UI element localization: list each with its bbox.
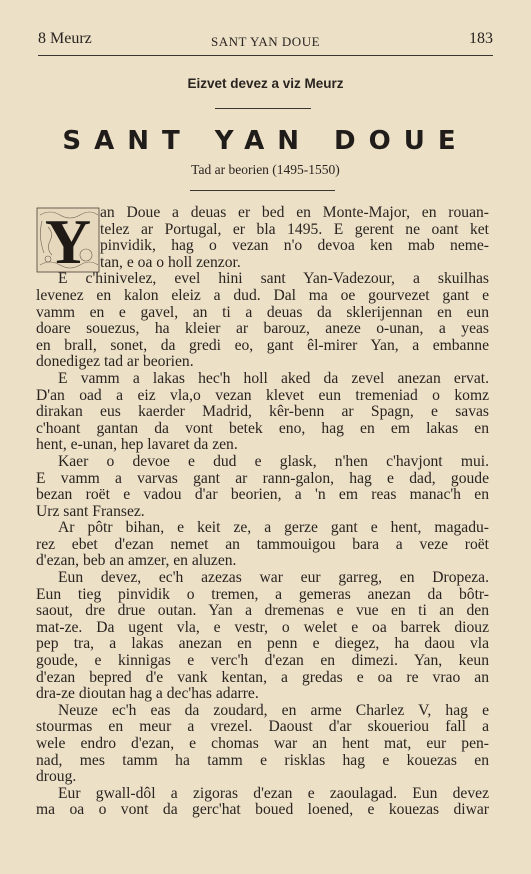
text-line: Eur gwall-dôl a zigoras d'ezan e zaoulagad. Eun devez xyxy=(58,784,489,802)
subtitle-rule xyxy=(190,190,335,191)
text-line: tan, e oa o holl zenzor. xyxy=(100,253,241,271)
running-head-date: 8 Meurz xyxy=(38,30,92,47)
text-line: E vamm a varvas gant ar rann-galon, hag e dad, goude xyxy=(36,469,489,487)
text-line: stourmas en meur a vrezel. Daoust d'ar skoueriou fall a xyxy=(36,718,489,736)
running-head-title: SANT YAN DOUE xyxy=(210,34,321,49)
text-line: E vamm a lakas hec'h holl aked da zevel anezan ervat. xyxy=(58,369,489,387)
dateline-rule xyxy=(215,108,311,109)
text-line: c'hoant gantan da vont betek eno, hag en em lakas en xyxy=(36,419,489,437)
dateline: Eizvet devez a viz Meurz xyxy=(187,76,344,91)
text-line: Eun tieg pinvidik o tremen, a gemeras anezan da bôtr- xyxy=(36,585,489,603)
body-text xyxy=(36,205,489,819)
text-line: an Doue a deuas er bed en Monte-Major, en rouan- xyxy=(100,204,489,221)
page-subtitle: Tad ar beorien (1495-1550) xyxy=(191,162,340,177)
text-line: levenez en kalon eleiz a dud. Dal ma oe gourvezet gant e xyxy=(36,286,489,304)
text-line: droug. xyxy=(36,768,77,786)
text-line: Neuze ec'h eas da zoudard, en arme Charlez V, hag e xyxy=(58,701,489,719)
text-line: Kaer o devoe e dud e glask, n'hen c'havjont mui. xyxy=(58,452,489,470)
running-head xyxy=(38,30,493,52)
text-line: E c'hinivelez, evel hini sant Yan-Vadezour, a skuilhas xyxy=(58,270,489,288)
text-line: mat-ze. Da ugent vla, e vestr, o welet e oa barrek diouz xyxy=(36,618,489,636)
text-line: Eun devez, ec'h azezas war eur garreg, en Dropeza. xyxy=(58,569,489,587)
text-line: goude, e kinnigas e verc'h d'ezan en dimezi. Yan, keun xyxy=(36,652,489,670)
text-line: d'ezan bepred d'e vank kentan, a gredas e oa re vrao an xyxy=(36,668,489,686)
text-line: vamm en e gavel, an ti a deuas da sklerijennan en eun xyxy=(36,303,489,321)
text-line: telez ar Portugal, er bla 1495. E gerent ne oant ket xyxy=(100,220,489,238)
text-line: d'ezan, beb an amzer, en aluzen. xyxy=(36,552,237,570)
page-number: 183 xyxy=(469,30,493,47)
text-line: dirakan eus kaerder Madrid, kêr-benn ar Spagn, e savas xyxy=(36,403,489,421)
text-line: pinvidik, hag o vezan n'o devoa ken mab neme- xyxy=(100,237,489,255)
initial-letter: Y xyxy=(44,207,92,273)
text-line: D'an oad a eiz vla,o vezan klevet eun tremeniad o komz xyxy=(36,386,489,404)
header-rule xyxy=(38,55,493,56)
text-line: dra-ze dioutan hag a dec'has adarre. xyxy=(36,685,259,703)
text-line: bezan roët e vadou d'ar beorien, a 'n em reas manac'h en xyxy=(36,486,489,504)
page-title: SANT YAN DOUE xyxy=(62,126,469,156)
text-line: saout, dre drue outan. Yan a dremenas e vue en ti an den xyxy=(36,602,489,620)
text-line: doare souezus, ha kleier ar barouz, aneze o-unan, a yeas xyxy=(36,320,489,338)
text-line: wele endro d'ezan, e chomas war an hent mat, eur pen- xyxy=(36,735,489,752)
text-line: nad, mes tamm ha tamm e risklas hag e kouezas en xyxy=(36,751,489,769)
text-line: ma oa o vont da gerc'hat boued loened, e kouezas diwar xyxy=(36,801,489,819)
text-line: pep tra, a lakas anezan en penn e diegez, ha daou vla xyxy=(36,635,489,653)
text-line: hent, e-unan, hep lavaret da zen. xyxy=(36,436,238,454)
text-line: en brall, sonet, da gredi eo, gant êl-mirer Yan, a embanne xyxy=(36,336,489,354)
text-line: rez ebet d'ezan nemet an tammouigou bara a veze roët xyxy=(36,535,489,553)
text-line: Urz sant Fransez. xyxy=(36,502,145,520)
text-line: donedigez tad ar beorien. xyxy=(36,353,194,371)
text-line: Ar pôtr bihan, e keit ze, a gerze gant e hent, magadu- xyxy=(58,519,489,537)
